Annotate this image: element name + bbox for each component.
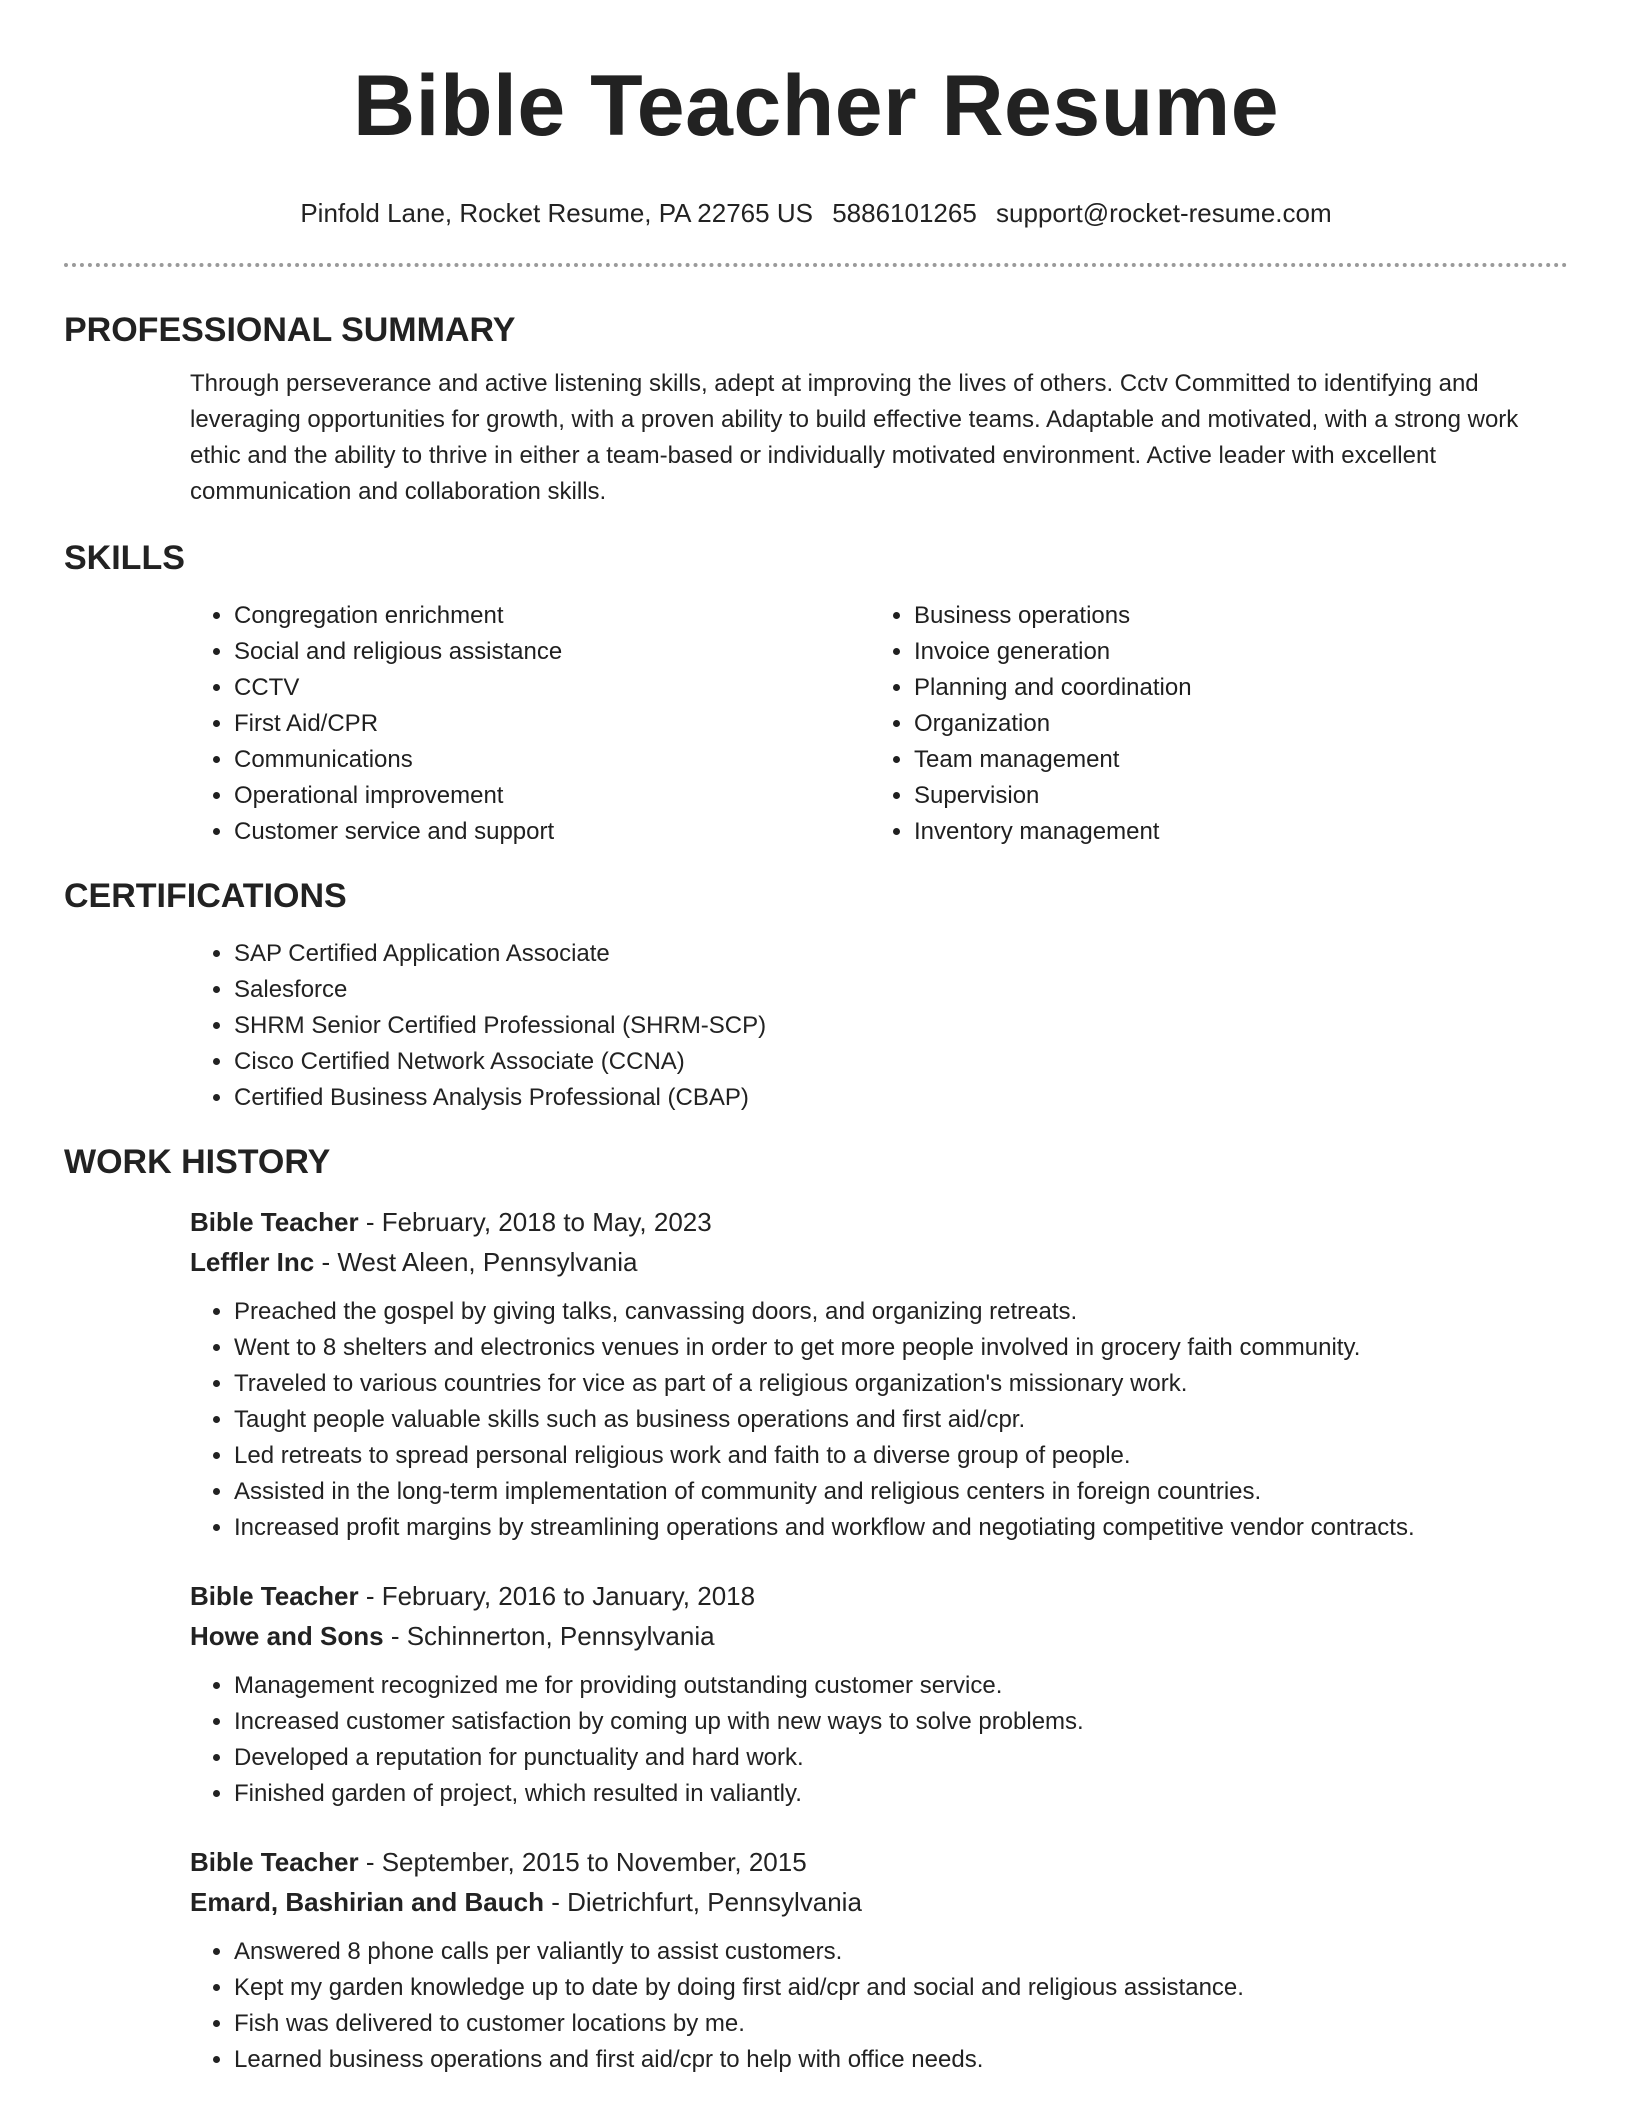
job-title: Bible Teacher	[190, 1207, 359, 1237]
job-bullet: • Went to 8 shelters and electronics venues in order to get more people involved in grocery faith community.	[234, 1330, 1568, 1366]
skill-item: • Inventory management	[914, 814, 1550, 850]
skill-item: • Operational improvement	[234, 778, 870, 814]
skill-item: • Invoice generation	[914, 634, 1550, 670]
job-dates: - September, 2015 to November, 2015	[365, 1847, 807, 1877]
job-title: Bible Teacher	[190, 1847, 359, 1877]
job-bullet: • Traveled to various countries for vice as part of a religious organization's missionary work.	[234, 1366, 1568, 1402]
job-bullet: • Increased customer satisfaction by coming up with new ways to solve problems.	[234, 1704, 1568, 1740]
job-bullet: • Kept my garden knowledge up to date by doing first aid/cpr and social and religious assistance.	[234, 1970, 1568, 2006]
job-entry	[190, 1842, 1568, 2078]
summary-heading: PROFESSIONAL SUMMARY	[64, 311, 516, 349]
skill-item: • Supervision	[914, 778, 1550, 814]
contact-email[interactable]: support@rocket-resume.com	[996, 198, 1332, 228]
job-bullet: • Answered 8 phone calls per valiantly to assist customers.	[234, 1934, 1568, 1970]
certification-item: • SHRM Senior Certified Professional (SHRM-SCP)	[234, 1008, 1568, 1044]
job-dates: - February, 2016 to January, 2018	[365, 1581, 756, 1611]
skill-item: • Team management	[914, 742, 1550, 778]
skill-item: • Congregation enrichment	[234, 598, 870, 634]
skills-column-right	[870, 598, 1550, 850]
skill-item: • First Aid/CPR	[234, 706, 870, 742]
resume-page	[64, 0, 1568, 2078]
contact-line	[64, 196, 1568, 230]
skill-item: • Business operations	[914, 598, 1550, 634]
job-bullet: • Taught people valuable skills such as business operations and first aid/cpr.	[234, 1402, 1568, 1438]
job-bullet: • Assisted in the long-term implementation of community and religious centers in foreign countries.	[234, 1474, 1568, 1510]
job-bullets	[190, 1294, 1568, 1546]
job-bullet: • Led retreats to spread personal religious work and faith to a diverse group of people.	[234, 1438, 1568, 1474]
job-bullet: • Fish was delivered to customer locations by me.	[234, 2006, 1568, 2042]
summary-text: Through perseverance and active listening skills, adept at improving the lives of others. Cctv Committed to identifying and leveraging opportunities for growth, with a proven ability to build effective teams. Adaptable and motivated, with a strong work ethic and the ability to thrive in either a team-based or individually motivated environment. Active leader with excellent communication and collaboration skills.	[190, 370, 1519, 505]
skill-item: • Customer service and support	[234, 814, 870, 850]
contact-phone: 5886101265	[832, 198, 977, 228]
skill-item: • Organization	[914, 706, 1550, 742]
contact-address: Pinfold Lane, Rocket Resume, PA 22765 US	[300, 198, 813, 228]
skills-list-left	[190, 598, 870, 850]
job-company: Emard, Bashirian and Bauch	[190, 1887, 544, 1917]
skills-grid	[190, 598, 1568, 850]
job-company-line	[190, 1616, 1568, 1656]
certifications-heading: CERTIFICATIONS	[64, 877, 347, 915]
work-history-heading: WORK HISTORY	[64, 1143, 331, 1181]
certifications-body	[190, 936, 1568, 1116]
job-location: - Schinnerton, Pennsylvania	[390, 1621, 715, 1651]
job-title-line	[190, 1202, 1568, 1242]
job-location: - West Aleen, Pennsylvania	[321, 1247, 638, 1277]
certifications-list	[190, 936, 1568, 1116]
job-bullets	[190, 1668, 1568, 1812]
job-entry	[190, 1202, 1568, 1546]
job-company: Leffler Inc	[190, 1247, 315, 1277]
skills-heading: SKILLS	[64, 539, 185, 577]
job-bullet: • Finished garden of project, which resulted in valiantly.	[234, 1776, 1568, 1812]
job-company-line	[190, 1882, 1568, 1922]
job-bullet: • Preached the gospel by giving talks, canvassing doors, and organizing retreats.	[234, 1294, 1568, 1330]
job-bullet: • Learned business operations and first aid/cpr to help with office needs.	[234, 2042, 1568, 2078]
skills-list-right	[870, 598, 1550, 850]
skill-item: • CCTV	[234, 670, 870, 706]
skill-item: • Planning and coordination	[914, 670, 1550, 706]
job-dates: - February, 2018 to May, 2023	[365, 1207, 712, 1237]
job-company-line	[190, 1242, 1568, 1282]
job-bullets	[190, 1934, 1568, 2078]
job-title-line	[190, 1842, 1568, 1882]
job-location: - Dietrichfurt, Pennsylvania	[551, 1887, 862, 1917]
job-bullet: • Management recognized me for providing outstanding customer service.	[234, 1668, 1568, 1704]
skill-item: • Social and religious assistance	[234, 634, 870, 670]
header-divider	[64, 263, 1568, 267]
certification-item: • SAP Certified Application Associate	[234, 936, 1568, 972]
job-bullet: • Increased profit margins by streamlining operations and workflow and negotiating competitive vendor contracts.	[234, 1510, 1568, 1546]
resume-title: Bible Teacher Resume	[352, 58, 1280, 154]
certification-item: • Certified Business Analysis Professional (CBAP)	[234, 1080, 1568, 1116]
job-entry	[190, 1576, 1568, 1812]
certification-item: • Cisco Certified Network Associate (CCNA)	[234, 1044, 1568, 1080]
skill-item: • Communications	[234, 742, 870, 778]
job-title: Bible Teacher	[190, 1581, 359, 1611]
job-company: Howe and Sons	[190, 1621, 384, 1651]
job-bullet: • Developed a reputation for punctuality and hard work.	[234, 1740, 1568, 1776]
job-title-line	[190, 1576, 1568, 1616]
certification-item: • Salesforce	[234, 972, 1568, 1008]
skills-column-left	[190, 598, 870, 850]
